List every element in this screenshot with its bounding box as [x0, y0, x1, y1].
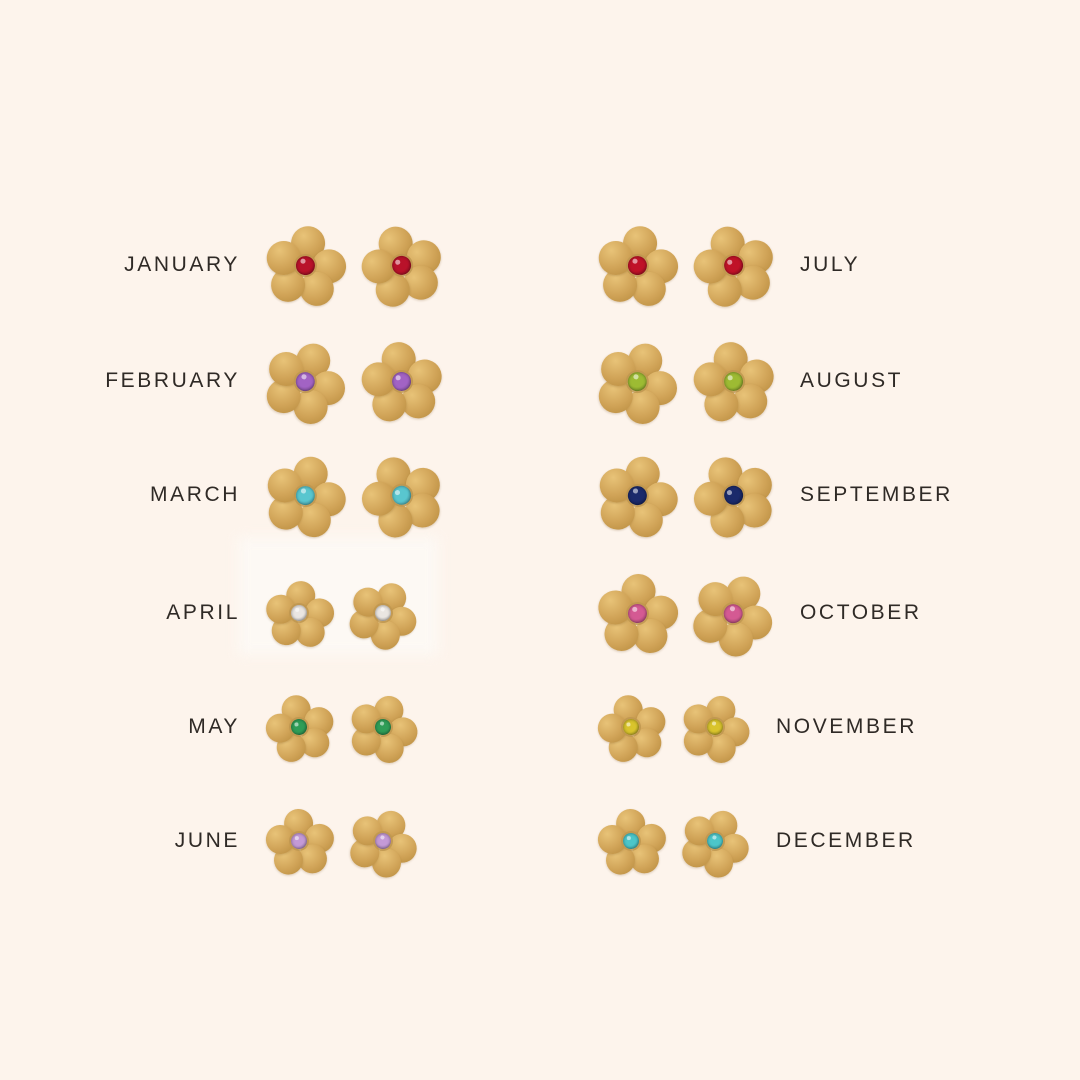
month-row-august[interactable]: [600, 326, 1040, 436]
flower-earring-left: [263, 223, 347, 307]
flower-earring-left: [595, 223, 679, 307]
flower-earring-right: [354, 448, 449, 543]
earring-pair: [600, 696, 746, 758]
flower-earring-right: [686, 448, 781, 543]
month-label: JUNE: [174, 829, 240, 852]
earring-pair: [600, 576, 770, 650]
month-label: FEBRUARY: [105, 369, 240, 392]
month-label: NOVEMBER: [776, 715, 917, 738]
flower-earring-right: [342, 800, 424, 882]
flower-earring-left: [263, 691, 336, 764]
flower-earring-right: [360, 340, 441, 421]
flower-earring-right: [344, 688, 422, 766]
flower-earring-right: [688, 220, 778, 310]
month-label: MAY: [188, 715, 240, 738]
month-label: MARCH: [150, 483, 240, 506]
flower-earring-left: [266, 808, 331, 873]
month-row-april[interactable]: [60, 558, 480, 668]
flower-earring-right: [676, 688, 754, 766]
earring-pair: [268, 582, 414, 644]
month-row-october[interactable]: [600, 558, 1040, 668]
month-label: APRIL: [166, 601, 240, 624]
month-row-november[interactable]: [600, 672, 1040, 782]
earring-pair: [600, 344, 770, 418]
month-label: OCTOBER: [800, 601, 922, 624]
month-row-may[interactable]: [60, 672, 480, 782]
earring-pair: [600, 458, 770, 532]
earring-pair: [268, 458, 438, 532]
right-column: [540, 0, 1080, 1080]
earring-pair: [268, 810, 414, 872]
month-row-july[interactable]: [600, 210, 1040, 320]
flower-earring-left: [260, 450, 351, 541]
earring-pair: [268, 344, 438, 418]
month-label: JULY: [800, 253, 861, 276]
earring-pair: [600, 810, 746, 872]
flower-earring-left: [595, 691, 668, 764]
month-label: AUGUST: [800, 369, 904, 392]
flower-earring-left: [598, 808, 663, 873]
month-row-march[interactable]: [60, 440, 480, 550]
flower-earring-left: [589, 333, 685, 429]
earring-pair: [268, 228, 438, 302]
flower-earring-right: [692, 340, 773, 421]
month-label: DECEMBER: [776, 829, 916, 852]
earring-pair: [268, 696, 414, 758]
month-row-december[interactable]: [600, 786, 1040, 896]
flower-earring-right: [674, 800, 756, 882]
flower-earring-right: [341, 571, 425, 655]
flower-earring-left: [266, 580, 332, 646]
flower-earring-right: [356, 220, 446, 310]
flower-earring-left: [257, 333, 353, 429]
month-row-september[interactable]: [600, 440, 1040, 550]
gemstone: [627, 603, 647, 623]
flower-earring-left: [598, 574, 677, 653]
month-row-january[interactable]: [60, 210, 480, 320]
month-label: JANUARY: [124, 253, 240, 276]
month-row-february[interactable]: [60, 326, 480, 436]
month-row-june[interactable]: [60, 786, 480, 896]
flower-earring-left: [592, 450, 683, 541]
flower-earring-right: [683, 563, 783, 663]
earring-pair: [600, 228, 770, 302]
month-label: SEPTEMBER: [800, 483, 953, 506]
